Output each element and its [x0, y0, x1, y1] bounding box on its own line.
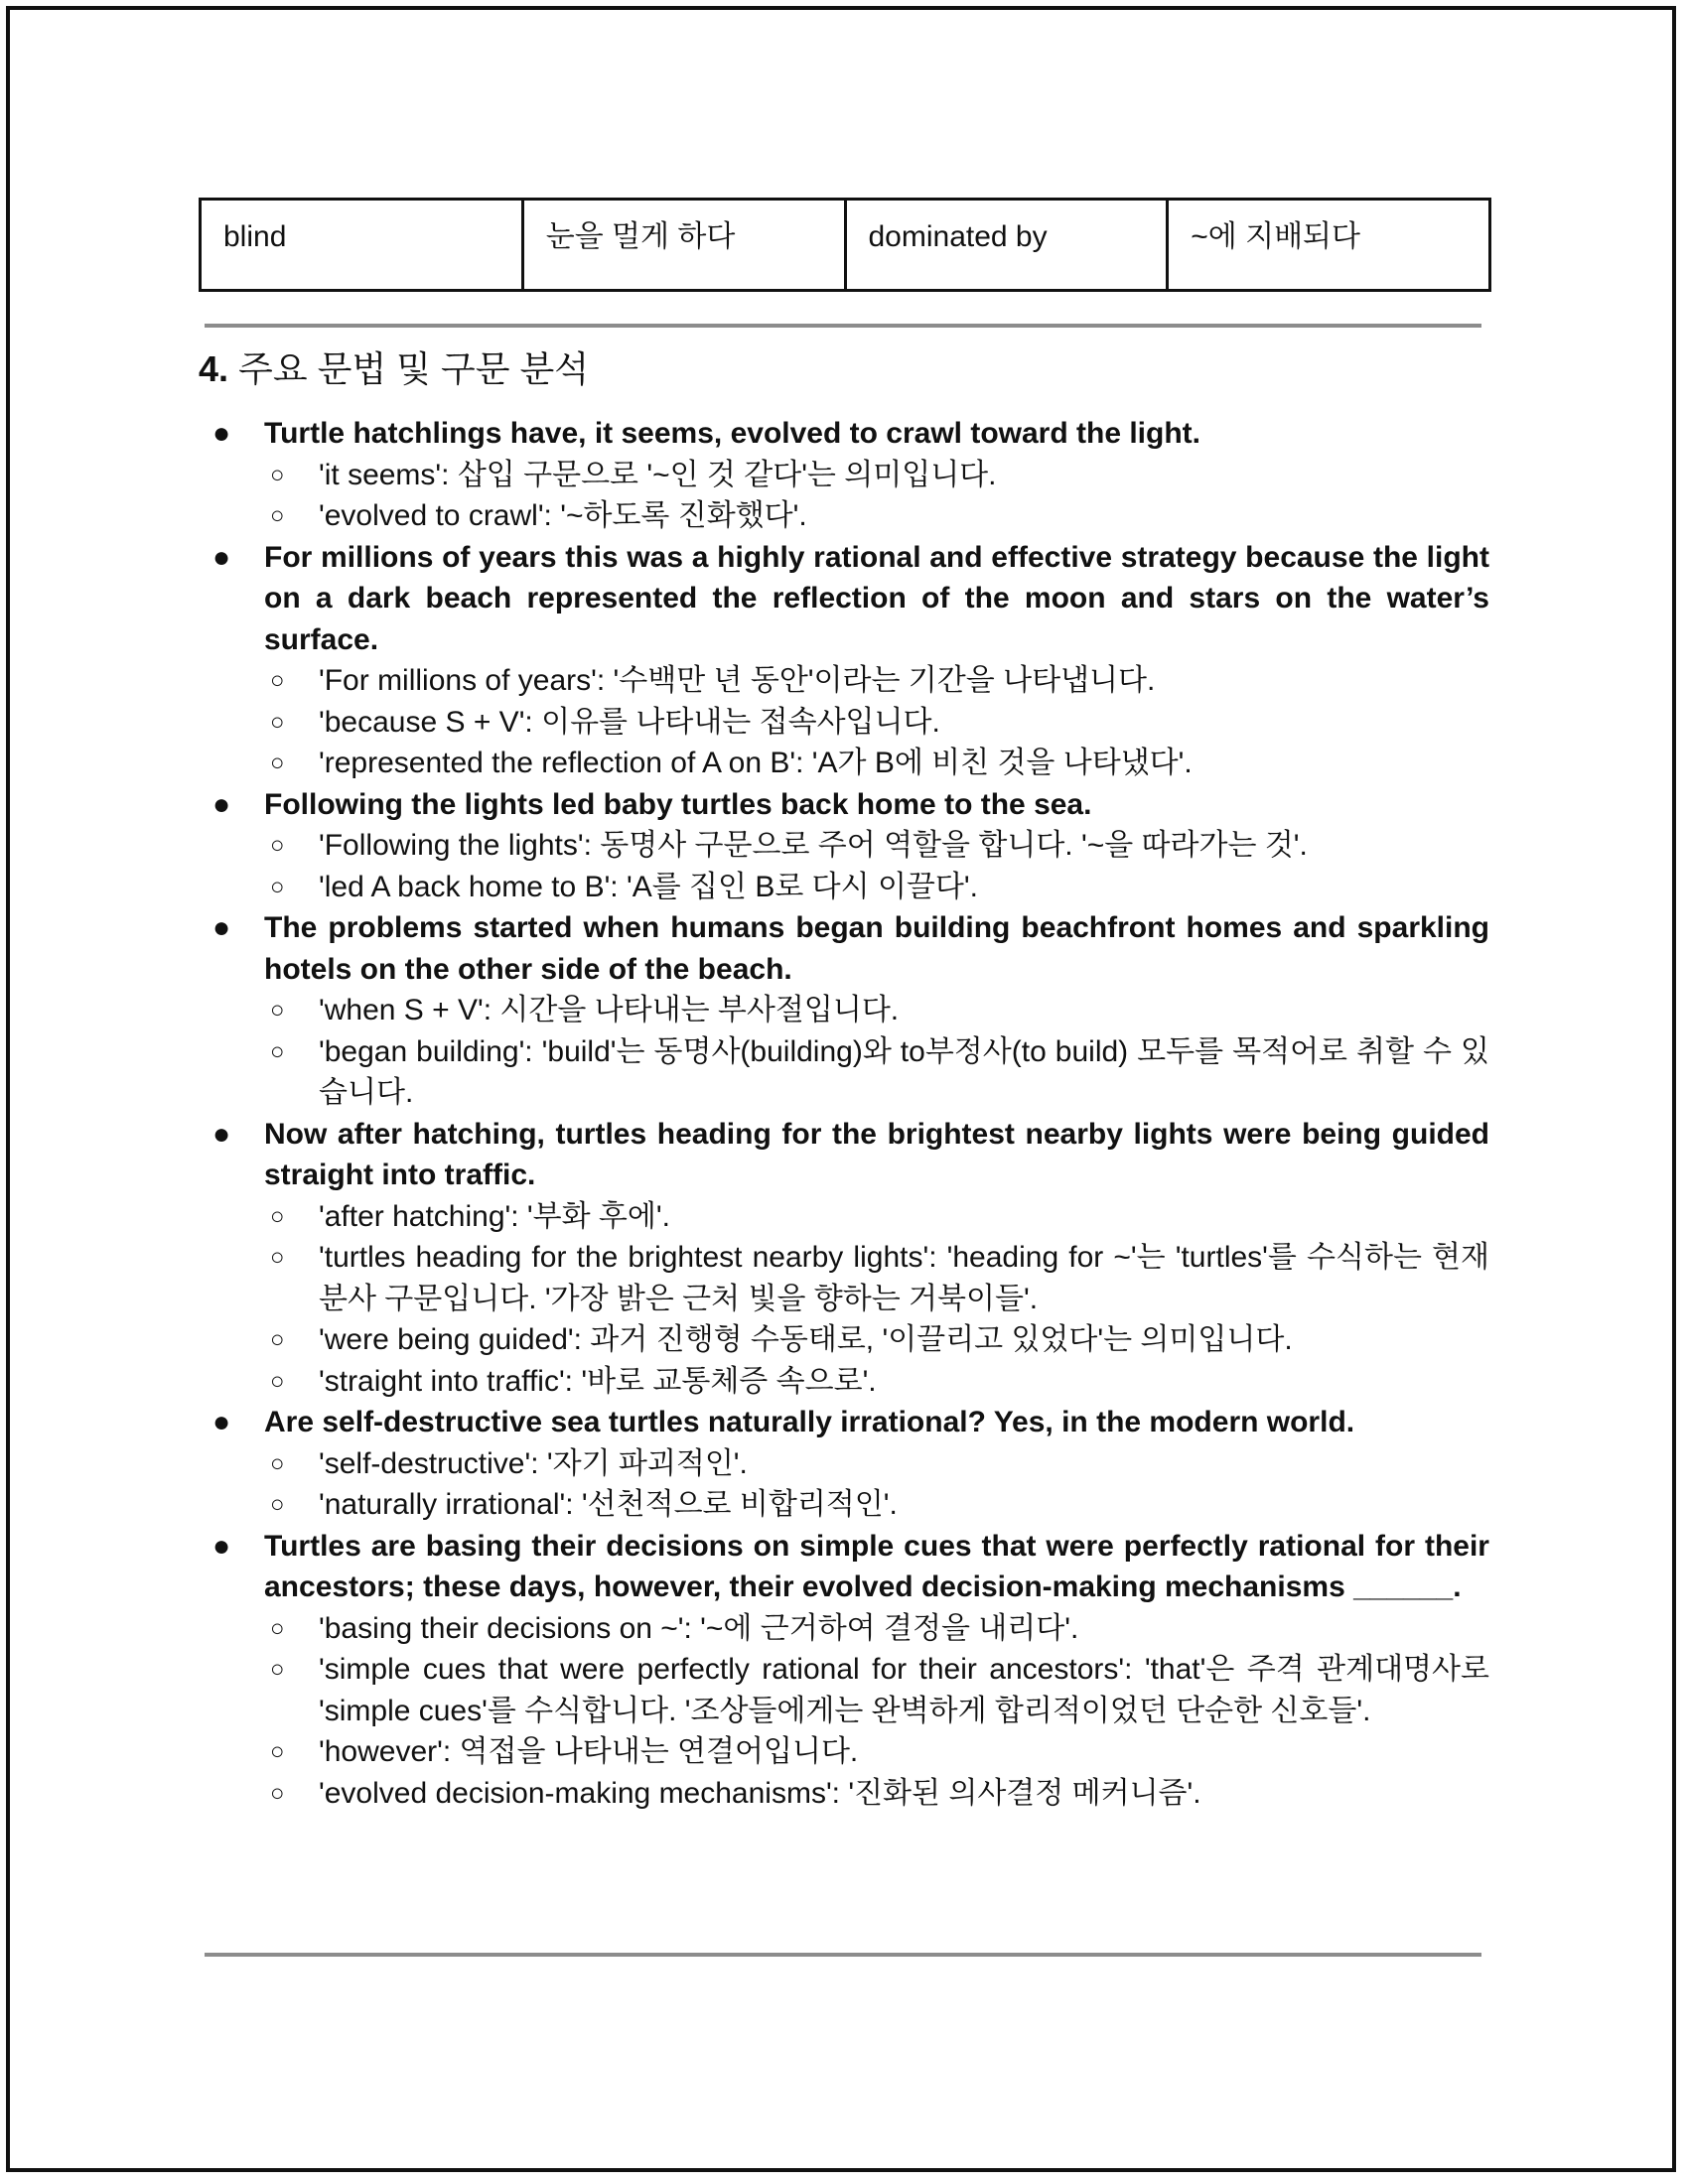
sub-bullet-icon: ○	[270, 1491, 285, 1518]
grammar-note	[199, 1196, 1489, 1238]
sub-bullet-icon: ○	[270, 708, 285, 736]
grammar-note	[199, 1773, 1489, 1815]
grammar-note	[199, 867, 1489, 908]
note-text: 'self-destructive': '자기 파괴적인'.	[319, 1446, 748, 1480]
note-text: 'because S + V': 이유를 나타내는 접속사입니다.	[319, 705, 940, 739]
grammar-note	[199, 455, 1489, 496]
vocabulary-table	[199, 198, 1491, 292]
bullet-icon: ●	[212, 540, 231, 574]
sub-bullet-icon: ○	[270, 750, 285, 776]
example-sentence	[199, 1526, 1489, 1608]
bullet-icon: ●	[212, 1406, 231, 1438]
grammar-note	[199, 495, 1489, 537]
note-text: 'simple cues that were perfectly rational for their ancestors': 'that'은 주격 관계대명사로 'simple cues'를 수식합니다. '조상들에게는 완벽하게 합리적이었던 단순한 신호들'.	[319, 1653, 1489, 1727]
grammar-note	[199, 1319, 1489, 1361]
sub-bullet-icon: ○	[270, 1202, 285, 1230]
grammar-note	[199, 1484, 1489, 1526]
sub-bullet-icon: ○	[270, 1326, 285, 1353]
grammar-note	[199, 825, 1489, 867]
note-text: 'straight into traffic': '바로 교통체증 속으로'.	[319, 1364, 877, 1398]
section-title: 주요 문법 및 구문 분석	[238, 348, 590, 389]
sentence-text: Turtles are basing their decisions on simple cues that were perfectly rational for their ancestors; these days, however, their evolved decision-making mechanisms ______.	[264, 1529, 1489, 1603]
grammar-note	[199, 1608, 1489, 1650]
example-sentence	[199, 1114, 1489, 1196]
grammar-note	[199, 702, 1489, 744]
sentence-text: Following the lights led baby turtles back home to the sea.	[264, 787, 1092, 821]
sub-bullet-icon: ○	[270, 1656, 285, 1683]
sub-bullet-icon: ○	[270, 1037, 285, 1065]
section-number: 4.	[199, 348, 229, 389]
sub-bullet-icon: ○	[270, 997, 285, 1024]
sentence-text: Now after hatching, turtles heading for the brightest nearby lights were being guided straight into traffic.	[264, 1117, 1489, 1191]
grammar-note	[199, 743, 1489, 784]
sub-bullet-icon: ○	[270, 667, 285, 694]
sub-bullet-icon: ○	[270, 1614, 285, 1642]
sub-bullet-icon: ○	[270, 461, 285, 488]
section-heading	[199, 347, 589, 391]
grammar-note	[199, 1443, 1489, 1485]
note-text: 'represented the reflection of A on B': 'A가 B에 비친 것을 나타냈다'.	[319, 747, 1193, 779]
note-text: 'were being guided': 과거 진행형 수동태로, '이끌리고 있었다'는 의미입니다.	[319, 1323, 1293, 1356]
grammar-note	[199, 1649, 1489, 1731]
grammar-note	[199, 1731, 1489, 1773]
sentence-text: Are self-destructive sea turtles naturally irrational? Yes, in the modern world.	[264, 1406, 1355, 1438]
grammar-note	[199, 1031, 1489, 1114]
grammar-note	[199, 990, 1489, 1031]
sentence-text: The problems started when humans began building beachfront homes and sparkling hotels on the other side of the beach.	[264, 911, 1489, 986]
sub-bullet-icon: ○	[270, 873, 285, 900]
note-text: 'when S + V': 시간을 나타내는 부사절입니다.	[319, 994, 900, 1026]
table-row	[201, 200, 1490, 291]
note-text: 'turtles heading for the brightest nearby lights': 'heading for ~'는 'turtles'를 수식하는 현재분사 구문입니다. '가장 밝은 근처 빛을 향하는 거북이들'.	[319, 1241, 1489, 1315]
sub-bullet-icon: ○	[270, 1244, 285, 1271]
note-text: 'basing their decisions on ~': '~에 근거하여 결정을 내리다'.	[319, 1611, 1079, 1645]
bullet-icon: ●	[212, 1117, 231, 1151]
bullet-icon: ●	[212, 787, 231, 821]
note-text: 'evolved to crawl': '~하도록 진화했다'.	[319, 499, 807, 532]
sub-bullet-icon: ○	[270, 1779, 285, 1807]
divider-bottom	[205, 1953, 1481, 1957]
grammar-list	[199, 413, 1489, 1814]
example-sentence	[199, 1402, 1489, 1443]
example-sentence	[199, 784, 1489, 826]
example-sentence	[199, 907, 1489, 990]
grammar-note	[199, 1237, 1489, 1319]
example-sentence	[199, 537, 1489, 661]
note-text: 'evolved decision-making mechanisms': '진화된 의사결정 메커니즘'.	[319, 1776, 1201, 1810]
sub-bullet-icon: ○	[270, 1449, 285, 1477]
note-text: 'led A back home to B': 'A를 집인 B로 다시 이끌다'.	[319, 870, 978, 903]
sentence-text: Turtle hatchlings have, it seems, evolved to crawl toward the light.	[264, 417, 1200, 450]
grammar-note	[199, 1361, 1489, 1403]
vocab-word-cell: blind	[201, 200, 523, 291]
sub-bullet-icon: ○	[270, 1367, 285, 1395]
note-text: 'it seems': 삽입 구문으로 '~인 것 같다'는 의미입니다.	[319, 458, 997, 491]
bullet-icon: ●	[212, 1529, 231, 1563]
sub-bullet-icon: ○	[270, 502, 285, 529]
bullet-icon: ●	[212, 417, 231, 450]
vocab-meaning-cell: 눈을 멀게 하다	[522, 200, 845, 291]
note-text: 'Following the lights': 동명사 구문으로 주어 역할을 합니다. '~을 따라가는 것'.	[319, 829, 1308, 862]
sub-bullet-icon: ○	[270, 1738, 285, 1765]
sentence-text: For millions of years this was a highly rational and effective strategy because the light on a dark beach represented the reflection of the moon and stars on the water’s surface.	[264, 540, 1489, 656]
sub-bullet-icon: ○	[270, 832, 285, 859]
note-text: 'For millions of years': '수백만 년 동안'이라는 기간을 나타냅니다.	[319, 664, 1156, 697]
divider-top	[205, 324, 1481, 328]
grammar-note	[199, 660, 1489, 702]
note-text: 'after hatching': '부화 후에'.	[319, 1199, 670, 1233]
note-text: 'however': 역접을 나타내는 연결어입니다.	[319, 1735, 859, 1768]
note-text: 'began building': 'build'는 동명사(building)와 to부정사(to build) 모두를 목적어로 취할 수 있습니다.	[319, 1034, 1489, 1109]
vocab-word-cell: dominated by	[845, 200, 1168, 291]
note-text: 'naturally irrational': '선천적으로 비합리적인'.	[319, 1488, 898, 1521]
example-sentence	[199, 413, 1489, 455]
bullet-icon: ●	[212, 911, 231, 944]
vocab-meaning-cell: ~에 지배되다	[1168, 200, 1490, 291]
grammar-analysis	[199, 413, 1489, 1814]
